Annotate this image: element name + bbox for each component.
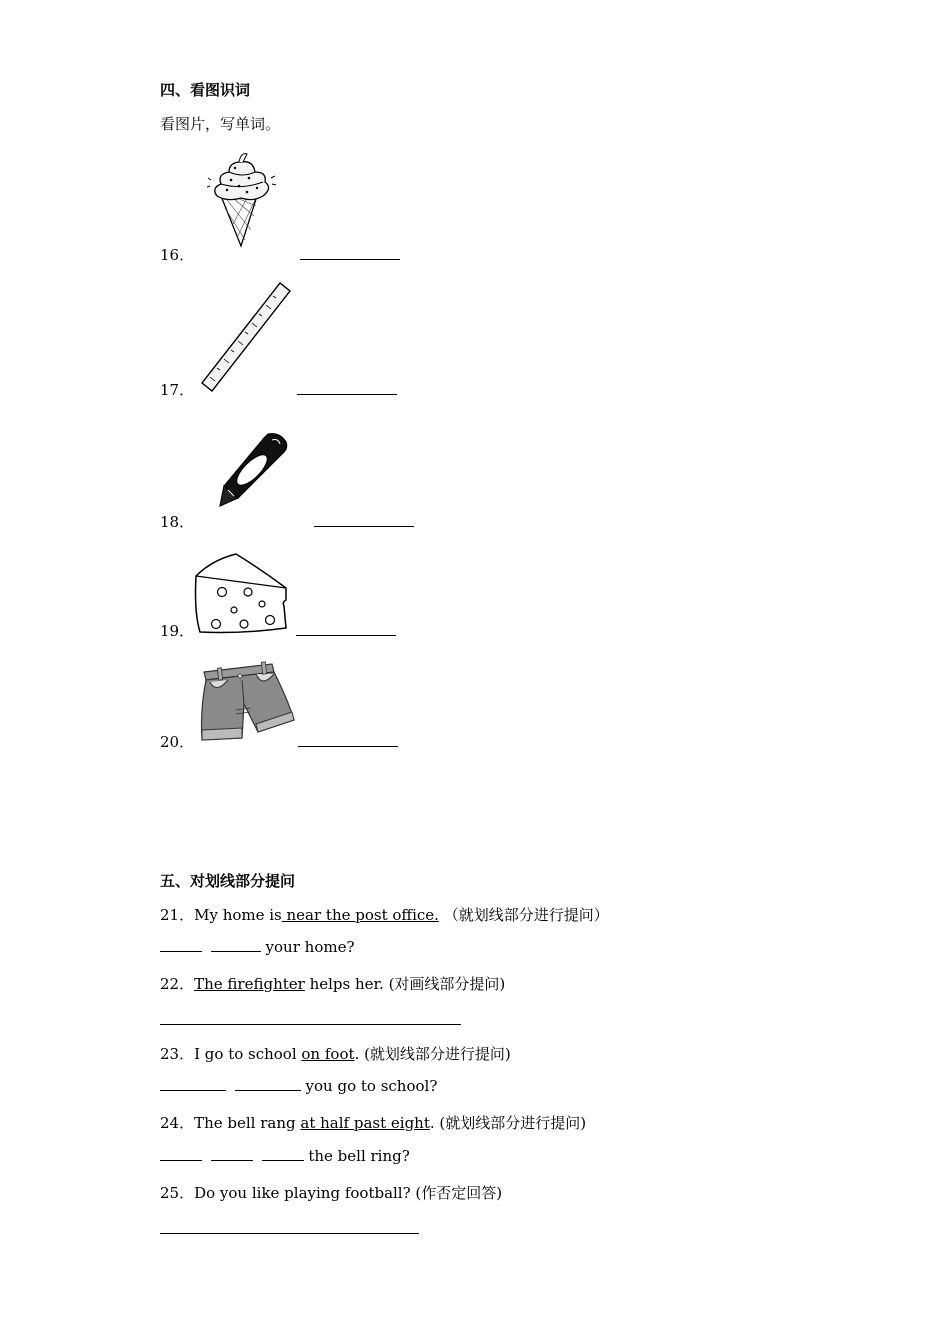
section-4-heading: 四、看图识词 bbox=[160, 81, 251, 99]
question-24-number: 24． bbox=[160, 1114, 195, 1132]
section-5-heading: 五、对划线部分提问 bbox=[160, 872, 296, 890]
question-23-number: 23． bbox=[160, 1045, 195, 1063]
question-22-number: 22． bbox=[160, 975, 195, 993]
question-25 bbox=[160, 1182, 502, 1203]
question-21-note: （就划线部分进行提问） bbox=[438, 906, 609, 924]
question-19-number: 19． bbox=[160, 622, 195, 640]
question-25-number: 25． bbox=[160, 1184, 195, 1202]
question-17-number: 17． bbox=[160, 381, 195, 399]
answer-blank-16[interactable] bbox=[300, 258, 400, 260]
question-21-number: 21． bbox=[160, 906, 195, 924]
ruler-icon bbox=[200, 279, 292, 394]
answer-blank-20[interactable] bbox=[298, 745, 398, 747]
answer-21-tail: your home? bbox=[260, 938, 355, 956]
question-24-text: The bell rang bbox=[194, 1114, 301, 1132]
shorts-icon bbox=[198, 660, 298, 742]
question-23-underlined: on foot bbox=[301, 1045, 355, 1063]
answer-blank-23b[interactable] bbox=[235, 1089, 301, 1091]
question-21-text: My home is bbox=[194, 906, 282, 924]
answer-23-tail: you go to school? bbox=[300, 1077, 438, 1095]
answer-blank-19[interactable] bbox=[296, 634, 396, 636]
answer-blank-17[interactable] bbox=[297, 393, 397, 395]
answer-line-24 bbox=[160, 1147, 410, 1165]
answer-blank-21a[interactable] bbox=[160, 950, 202, 952]
answer-blank-24b[interactable] bbox=[211, 1159, 253, 1161]
question-21 bbox=[160, 904, 609, 925]
answer-blank-23a[interactable] bbox=[160, 1089, 226, 1091]
question-23-post: . bbox=[354, 1045, 360, 1063]
answer-blank-25[interactable] bbox=[160, 1232, 419, 1234]
crayon-icon bbox=[214, 430, 292, 510]
question-24-underlined: at half past eight bbox=[300, 1114, 430, 1132]
answer-24-tail: the bell ring? bbox=[303, 1147, 410, 1165]
question-24 bbox=[160, 1112, 586, 1133]
answer-line-21 bbox=[160, 938, 355, 956]
answer-blank-18[interactable] bbox=[314, 525, 414, 527]
question-24-note: (就划线部分进行提问) bbox=[434, 1114, 587, 1132]
cheese-icon bbox=[192, 552, 292, 636]
answer-blank-24a[interactable] bbox=[160, 1159, 202, 1161]
question-23-note: (就划线部分进行提问) bbox=[359, 1045, 511, 1063]
question-25-text: Do you like playing football? bbox=[194, 1184, 411, 1202]
answer-blank-21b[interactable] bbox=[211, 950, 261, 952]
answer-line-23 bbox=[160, 1077, 437, 1095]
question-22-underlined: The firefighter bbox=[194, 975, 305, 993]
question-22-note: (对画线部分提问) bbox=[383, 975, 506, 993]
question-18-number: 18． bbox=[160, 513, 195, 531]
ice-cream-icon bbox=[207, 150, 277, 248]
question-16-number: 16． bbox=[160, 246, 195, 264]
question-20-number: 20． bbox=[160, 733, 195, 751]
question-23 bbox=[160, 1043, 511, 1064]
question-22 bbox=[160, 973, 505, 994]
question-23-text: I go to school bbox=[194, 1045, 302, 1063]
answer-blank-22[interactable] bbox=[160, 1023, 461, 1025]
question-21-underlined: near the post office. bbox=[281, 906, 439, 924]
question-24-post: . bbox=[429, 1114, 435, 1132]
section-4-instruction: 看图片，写单词。 bbox=[160, 115, 281, 133]
question-22-text: helps her. bbox=[304, 975, 384, 993]
answer-blank-24c[interactable] bbox=[262, 1159, 304, 1161]
question-25-note: (作否定回答) bbox=[410, 1184, 503, 1202]
